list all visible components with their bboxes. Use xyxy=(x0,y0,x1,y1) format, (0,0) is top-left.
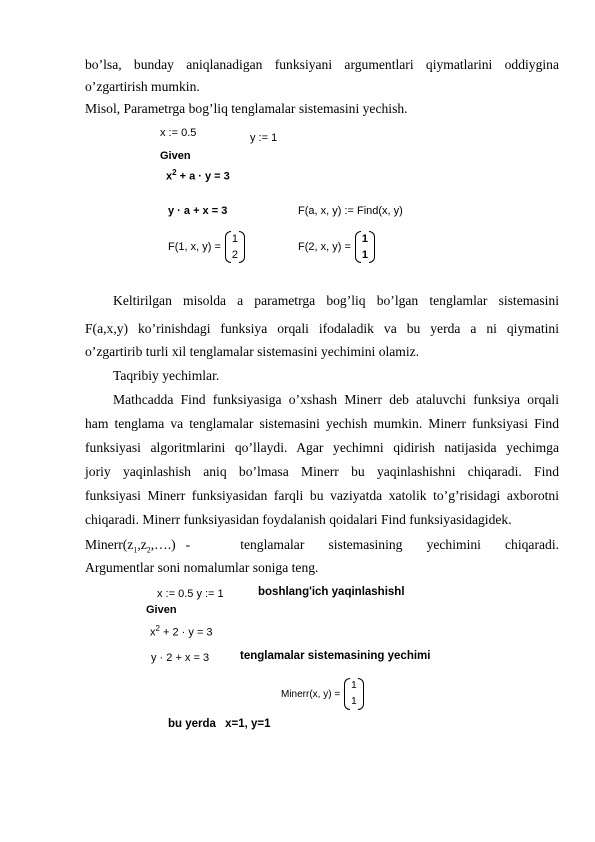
ex1-f2 xyxy=(298,231,375,263)
minerr-dash: - xyxy=(185,537,191,552)
ex2-assign: x := 0.5 y := 1 xyxy=(157,588,224,600)
ex1-eq1-lhs: x xyxy=(166,170,173,183)
ex1-f1-val: 2 xyxy=(231,249,238,261)
ex2-result-label: bu yerda xyxy=(168,718,216,730)
misol-label: Misol, xyxy=(85,101,121,116)
para2-line3: o’zgartirib turli xil tenglamalar sistemasini yechimini olamiz. xyxy=(85,344,420,359)
ex1-eq1-sup: 2 xyxy=(172,168,177,177)
para2-line2: F(a,x,y) ko’rinishdagi funksiya orqali ifodaladik va bu yerda a ni qiymatini xyxy=(85,321,559,336)
ex1-f2-matrix xyxy=(355,231,375,263)
ex2-eq1-sup: 2 xyxy=(155,624,160,633)
ex2-note-solution: tenglamalar sistemasining yechimi xyxy=(240,650,431,662)
ex2-note-initial: boshlang'ich yaqinlashishl xyxy=(258,586,405,598)
para3-line1: Mathcadda Find funksiyasiga o’xshash Minerr deb ataluvchi funksiya orqali xyxy=(113,392,559,407)
ex1-eq1 xyxy=(166,168,230,183)
ex2-minerr-val: 1 xyxy=(351,696,357,707)
ex1-f1-lhs: F(1, x, y) = xyxy=(168,241,221,253)
ex1-f2-val: 1 xyxy=(361,233,368,245)
para1-line2: o’zgartirish mumkin. xyxy=(85,79,200,94)
ex1-assign-x: x := 0.5 xyxy=(160,127,197,139)
ex2-minerr-lhs: Minerr(x, y) = xyxy=(281,688,341,700)
ex2-eq1-rest: + 2 · y = 3 xyxy=(159,626,213,639)
para2-line1: Keltirilgan misolda a parametrga bog’liq bo’lgan tenglamlar sistemasini xyxy=(113,293,559,308)
para3-line2: ham tenglama va tenglamalar sistemasini yechish mumkin. Minerr funksiyasi Find xyxy=(85,416,559,431)
ex2-result xyxy=(168,718,271,730)
ex1-f1-matrix xyxy=(225,231,245,263)
minerr-term: $Minerr(z_1,z_2,\dots.)$ xyxy=(85,537,176,555)
ex2-eq1 xyxy=(150,624,213,639)
ex1-eq1-rest: + a · y = 3 xyxy=(176,170,230,183)
ex2-given: Given xyxy=(146,604,177,616)
para3-line4: joriy yaqinlashish aniq bo’lmasa Minerr bu yaqinlashishni chiqaradi. Find xyxy=(85,464,559,479)
ex2-eq1-lhs: x xyxy=(150,626,156,639)
ex2-result-values: x=1, y=1 xyxy=(225,718,271,730)
misol-line xyxy=(85,98,559,120)
para3-line5: funksiyasi Minerr funksiyasidan farqli bu vaziyatda xatolik to’g’risidagi axborotni xyxy=(85,488,559,503)
ex1-f1 xyxy=(168,231,245,263)
ex1-f1-val: 1 xyxy=(231,233,238,245)
para3-line6: chiqaradi. Minerr funksiyasidan foydalanish qoidalari Find funksiyasidagidek. xyxy=(85,512,512,527)
ex2-eq2: y · 2 + x = 3 xyxy=(151,652,210,664)
para1-line1: bo’lsa, bunday aniqlanadigan funksiyani argumentlari qiymatlarini oddiygina xyxy=(85,57,559,72)
taqribiy-heading: Taqribiy yechimlar. xyxy=(113,368,220,383)
misol-text: Parametrga bog’liq tenglamalar sistemasini yechish. xyxy=(123,101,408,116)
ex1-given: Given xyxy=(160,150,191,162)
minerr-rest: tenglamalar sistemasining yechimini chiqaradi. xyxy=(240,537,559,552)
ex1-f2-lhs: F(2, x, y) = xyxy=(298,241,351,253)
ex1-f2-val: 1 xyxy=(361,249,368,261)
ex1-assign-y: y := 1 xyxy=(250,132,278,144)
ex2-minerr-val: 1 xyxy=(351,680,357,691)
ex2-minerr-matrix xyxy=(344,678,364,710)
ex2-minerr xyxy=(281,678,364,710)
ex1-func-def: F(a, x, y) := Find(x, y) xyxy=(298,205,403,217)
para3-line3: funksiyasi algoritmlarini qo’llaydi. Agar yechimni qidirish natijasida yechimga xyxy=(85,440,559,455)
ex1-eq2: y · a + x = 3 xyxy=(168,205,228,217)
minerr-def-line2: Argumentlar soni nomalumlar soniga teng. xyxy=(85,560,319,575)
